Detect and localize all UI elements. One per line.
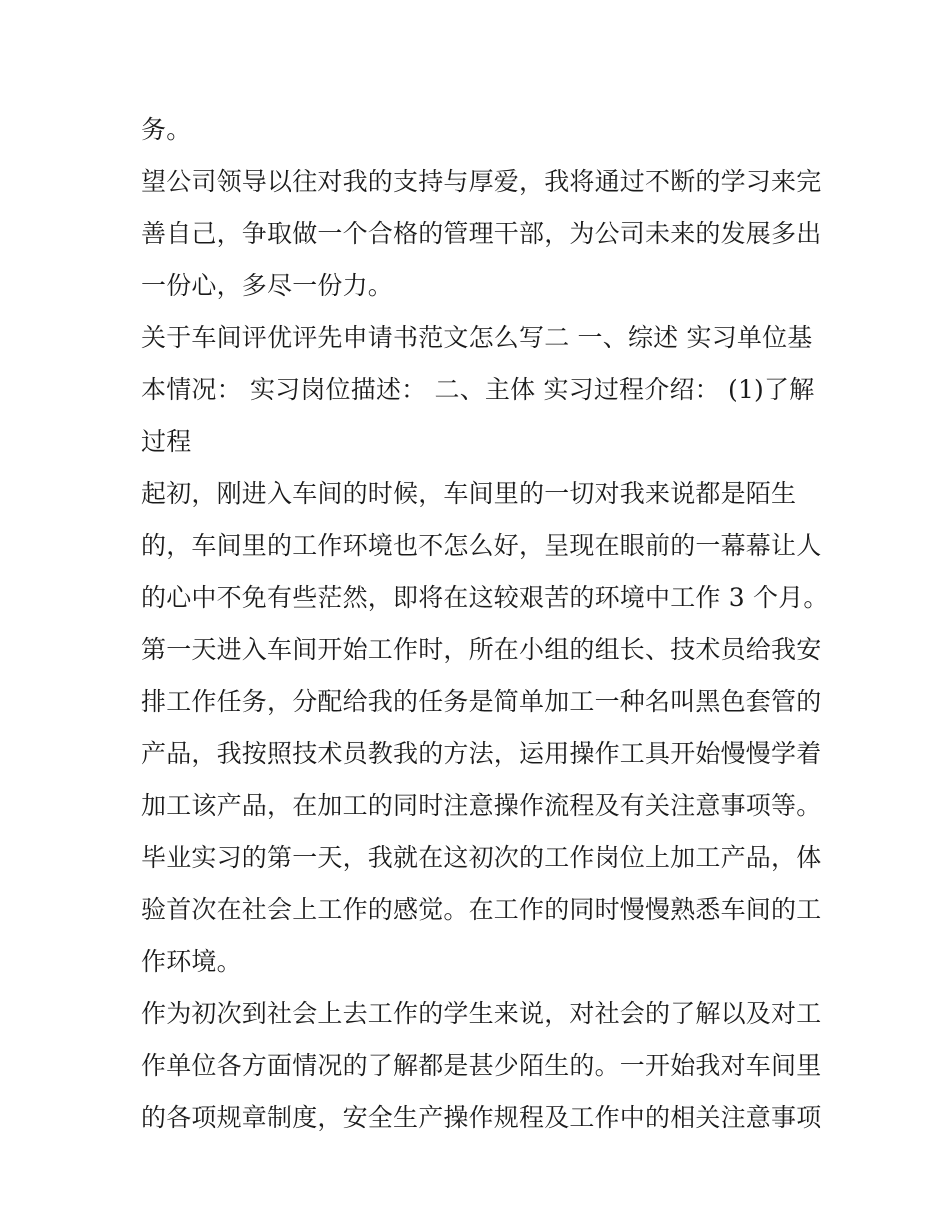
text-line: 毕业实习的第一天，我就在这初次的工作岗位上加工产品，体	[141, 843, 822, 872]
text-line: 过程	[141, 427, 192, 456]
text-line: 排工作任务，分配给我的任务是简单加工一种名叫黑色套管的	[141, 687, 822, 716]
text-line: 作单位各方面情况的了解都是甚少陌生的。一开始我对车间里	[141, 1051, 822, 1080]
text-line: 验首次在社会上工作的感觉。在工作的同时慢慢熟悉车间的工	[141, 895, 822, 924]
text-line: 一份心，多尽一份力。	[141, 271, 394, 300]
text-line: 善自己，争取做一个合格的管理干部，为公司未来的发展多出	[141, 219, 822, 248]
text-line: 本情况： 实习岗位描述： 二、主体 实习过程介绍： (1)了解	[141, 375, 815, 404]
text-line: 第一天进入车间开始工作时，所在小组的组长、技术员给我安	[141, 635, 822, 664]
text-line: 作环境。	[141, 947, 242, 976]
text-line: 的心中不免有些茫然，即将在这较艰苦的环境中工作 3 个月。	[141, 583, 829, 612]
text-line: 的，车间里的工作环境也不怎么好，呈现在眼前的一幕幕让人	[141, 531, 822, 560]
text-line: 起初，刚进入车间的时候，车间里的一切对我来说都是陌生	[141, 479, 797, 508]
text-line: 的各项规章制度，安全生产操作规程及工作中的相关注意事项	[141, 1103, 822, 1132]
text-line: 关于车间评优评先申请书范文怎么写二 一、综述 实习单位基	[141, 323, 813, 352]
text-line: 加工该产品，在加工的同时注意操作流程及有关注意事项等。	[141, 791, 822, 820]
text-line: 望公司领导以往对我的支持与厚爱，我将通过不断的学习来完	[141, 167, 822, 196]
text-line: 务。	[141, 115, 192, 144]
text-line: 作为初次到社会上去工作的学生来说，对社会的了解以及对工	[141, 999, 822, 1028]
text-line: 产品，我按照技术员教我的方法，运用操作工具开始慢慢学着	[141, 739, 822, 768]
document-body	[141, 104, 829, 1144]
